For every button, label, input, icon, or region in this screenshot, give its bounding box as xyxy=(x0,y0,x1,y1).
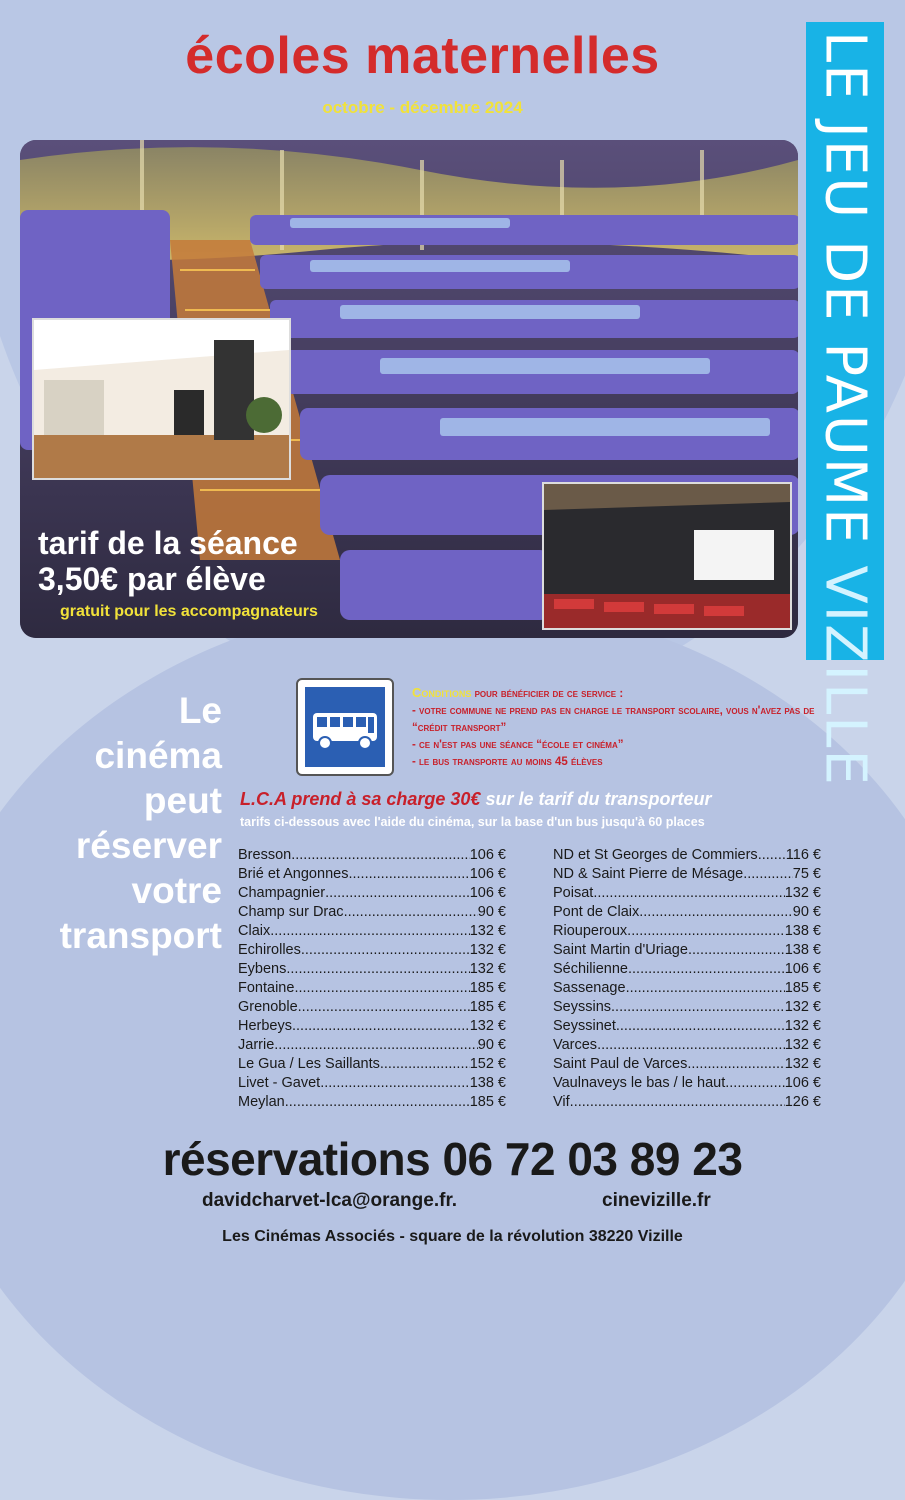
tariff-town: Livet - Gavet xyxy=(238,1075,321,1091)
tariff-price: 106 € xyxy=(469,866,506,882)
tariff-price: 90 € xyxy=(792,904,821,920)
tariff-price: 75 € xyxy=(792,866,821,882)
tariff-town: ND & Saint Pierre de Mésage xyxy=(553,866,744,882)
price-info xyxy=(38,525,318,621)
leader-dots xyxy=(320,1074,470,1093)
leader-dots xyxy=(597,1036,785,1055)
tariff-price: 132 € xyxy=(784,1056,821,1072)
tariff-town: Bresson xyxy=(238,847,292,863)
tariff-town: Meylan xyxy=(238,1094,285,1110)
tariff-row xyxy=(238,998,506,1017)
leader-dots xyxy=(380,1055,470,1074)
tariff-row xyxy=(553,865,821,884)
tariff-row xyxy=(553,846,821,865)
tariff-price: 185 € xyxy=(784,980,821,996)
leader-dots xyxy=(325,884,470,903)
side-banner-part1: LE JEU DE PAUME xyxy=(812,31,878,566)
lca-contribution-white: sur le tarif du transporteur xyxy=(480,789,712,809)
conditions-title: Conditions xyxy=(412,685,472,700)
leader-dots xyxy=(687,1055,784,1074)
tariff-town: Grenoble xyxy=(238,999,298,1015)
tariff-price: 185 € xyxy=(469,1094,506,1110)
leader-dots xyxy=(616,1017,785,1036)
reservations-phone: réservations 06 72 03 89 23 xyxy=(162,1133,743,1185)
transport-heading-line: Le xyxy=(178,690,222,731)
bus-icon xyxy=(305,687,385,767)
tariff-town: Saint Martin d'Uriage xyxy=(553,942,688,958)
leader-dots xyxy=(626,979,785,998)
tariff-price: 90 € xyxy=(477,1037,506,1053)
leader-dots xyxy=(639,903,793,922)
screen-photo-inset xyxy=(542,482,792,630)
tariff-price: 126 € xyxy=(784,1094,821,1110)
leader-dots xyxy=(628,960,785,979)
tariff-price: 138 € xyxy=(784,923,821,939)
transport-heading-line: peut xyxy=(143,780,222,821)
tariff-town: Riouperoux xyxy=(553,923,628,939)
tariff-price: 185 € xyxy=(469,999,506,1015)
screen-photo-illustration xyxy=(544,484,790,628)
tariff-row xyxy=(553,998,821,1017)
tariff-price: 132 € xyxy=(784,1037,821,1053)
leader-dots xyxy=(725,1074,784,1093)
lca-contribution xyxy=(240,789,711,810)
price-line-2: 3,50€ par élève xyxy=(38,561,266,597)
leader-dots xyxy=(274,1036,478,1055)
leader-dots xyxy=(348,865,469,884)
tariff-town: Le Gua / Les Saillants xyxy=(238,1056,380,1072)
bus-sign-icon xyxy=(296,678,394,776)
room-photo-inset xyxy=(32,318,291,480)
contact-email[interactable]: davidcharvet-lca@orange.fr. xyxy=(202,1190,458,1211)
tariff-price: 138 € xyxy=(469,1075,506,1091)
tariff-price: 106 € xyxy=(784,1075,821,1091)
tariff-row xyxy=(553,1093,821,1112)
transport-heading xyxy=(10,688,222,958)
leader-dots xyxy=(294,979,469,998)
tariff-row xyxy=(238,960,506,979)
tariff-town: Séchilienne xyxy=(553,961,628,977)
tariff-row xyxy=(238,922,506,941)
tariff-column-right xyxy=(553,846,821,1112)
tariff-price: 132 € xyxy=(469,942,506,958)
tariff-price: 138 € xyxy=(784,942,821,958)
price-line-1: tarif de la séance xyxy=(38,525,298,561)
tariff-row xyxy=(238,1036,506,1055)
tariff-row xyxy=(553,884,821,903)
transport-heading-line: transport xyxy=(59,915,222,956)
tariff-town: Champagnier xyxy=(238,885,326,901)
leader-dots xyxy=(570,1093,785,1112)
conditions-block xyxy=(412,684,832,771)
conditions-intro: pour bénéficier de ce service : xyxy=(474,688,624,700)
tariff-price: 132 € xyxy=(784,999,821,1015)
side-banner-part2: VIZILLE xyxy=(812,565,878,787)
tariff-town: Echirolles xyxy=(238,942,301,958)
tariff-town: Sassenage xyxy=(553,980,626,996)
tariff-row xyxy=(553,1036,821,1055)
leader-dots xyxy=(627,922,785,941)
tariff-row xyxy=(553,903,821,922)
tariff-price: 106 € xyxy=(469,885,506,901)
tariff-row xyxy=(238,979,506,998)
tariff-row xyxy=(238,1055,506,1074)
tariff-price: 152 € xyxy=(469,1056,506,1072)
tariff-row xyxy=(238,865,506,884)
leader-dots xyxy=(298,998,470,1017)
tariff-column-left xyxy=(238,846,506,1112)
leader-dots xyxy=(270,922,469,941)
tariff-town: Seyssinet xyxy=(553,1018,616,1034)
tariff-price: 185 € xyxy=(469,980,506,996)
leader-dots xyxy=(344,903,478,922)
period-subtitle: octobre - décembre 2024 xyxy=(322,98,523,117)
tariff-row xyxy=(238,1017,506,1036)
tariff-row xyxy=(553,960,821,979)
tarif-note: tarifs ci-dessous avec l'aide du cinéma, sur la base d'un bus jusqu'à 60 places xyxy=(240,815,705,829)
transport-heading-line: votre xyxy=(131,870,222,911)
leader-dots xyxy=(285,1093,470,1112)
tariff-price: 106 € xyxy=(784,961,821,977)
condition-item: - le bus transporte au moins 45 élèves xyxy=(412,756,603,768)
address: Les Cinémas Associés - square de la révolution 38220 Vizille xyxy=(222,1228,683,1245)
leader-dots xyxy=(286,960,469,979)
tariff-row xyxy=(553,1055,821,1074)
tariff-price: 132 € xyxy=(469,961,506,977)
page-title: écoles maternelles xyxy=(185,27,660,85)
tariff-price: 132 € xyxy=(784,1018,821,1034)
tariff-row xyxy=(238,1074,506,1093)
tariff-town: Vaulnaveys le bas / le haut xyxy=(553,1075,726,1091)
side-banner-text xyxy=(812,31,878,787)
leader-dots xyxy=(292,1017,470,1036)
leader-dots xyxy=(301,941,470,960)
tariff-price: 132 € xyxy=(784,885,821,901)
tariff-town: Varces xyxy=(553,1037,598,1053)
tariff-row xyxy=(238,941,506,960)
price-line-3: gratuit pour les accompagnateurs xyxy=(60,603,318,620)
tariff-town: ND et St Georges de Commiers xyxy=(553,847,758,863)
tariff-town: Herbeys xyxy=(238,1018,292,1034)
tariff-price: 116 € xyxy=(785,847,821,863)
tariff-row xyxy=(238,903,506,922)
tariff-row xyxy=(238,1093,506,1112)
condition-item: - ce n'est pas une séance “école et cinéma” xyxy=(412,739,624,751)
leader-dots xyxy=(743,865,793,884)
tariff-town: Eybens xyxy=(238,961,287,977)
website-link[interactable]: cinevizille.fr xyxy=(602,1190,711,1211)
tariff-town: Champ sur Drac xyxy=(238,904,344,920)
leader-dots xyxy=(611,998,785,1017)
leader-dots xyxy=(758,846,786,865)
tariff-town: Brié et Angonnes xyxy=(238,866,349,882)
tariff-row xyxy=(238,884,506,903)
tariff-row xyxy=(553,1017,821,1036)
leader-dots xyxy=(688,941,785,960)
tariff-row xyxy=(553,1074,821,1093)
tariff-town: Claix xyxy=(238,923,271,939)
tariff-row xyxy=(238,846,506,865)
tariff-row xyxy=(553,979,821,998)
tariff-town: Poisat xyxy=(553,885,594,901)
transport-heading-line: réserver xyxy=(75,825,222,866)
tariff-town: Jarrie xyxy=(238,1037,275,1053)
tariff-price: 90 € xyxy=(477,904,506,920)
tariff-row xyxy=(553,941,821,960)
tariff-town: Seyssins xyxy=(553,999,612,1015)
tariff-price: 132 € xyxy=(469,1018,506,1034)
lca-contribution-red: L.C.A prend à sa charge 30€ xyxy=(240,789,481,809)
tariff-town: Fontaine xyxy=(238,980,295,996)
room-photo-illustration xyxy=(34,320,289,478)
tariff-price: 132 € xyxy=(469,923,506,939)
tariff-town: Pont de Claix xyxy=(553,904,640,920)
leader-dots xyxy=(593,884,784,903)
tariff-town: Saint Paul de Varces xyxy=(553,1056,688,1072)
leader-dots xyxy=(291,846,470,865)
transport-heading-line: cinéma xyxy=(94,735,222,776)
tariff-row xyxy=(553,922,821,941)
condition-item: - votre commune ne prend pas en charge le transport scolaire, vous n'avez pas de “crédit transport” xyxy=(412,705,815,734)
tariff-town: Vif xyxy=(553,1094,570,1110)
tariff-price: 106 € xyxy=(469,847,506,863)
